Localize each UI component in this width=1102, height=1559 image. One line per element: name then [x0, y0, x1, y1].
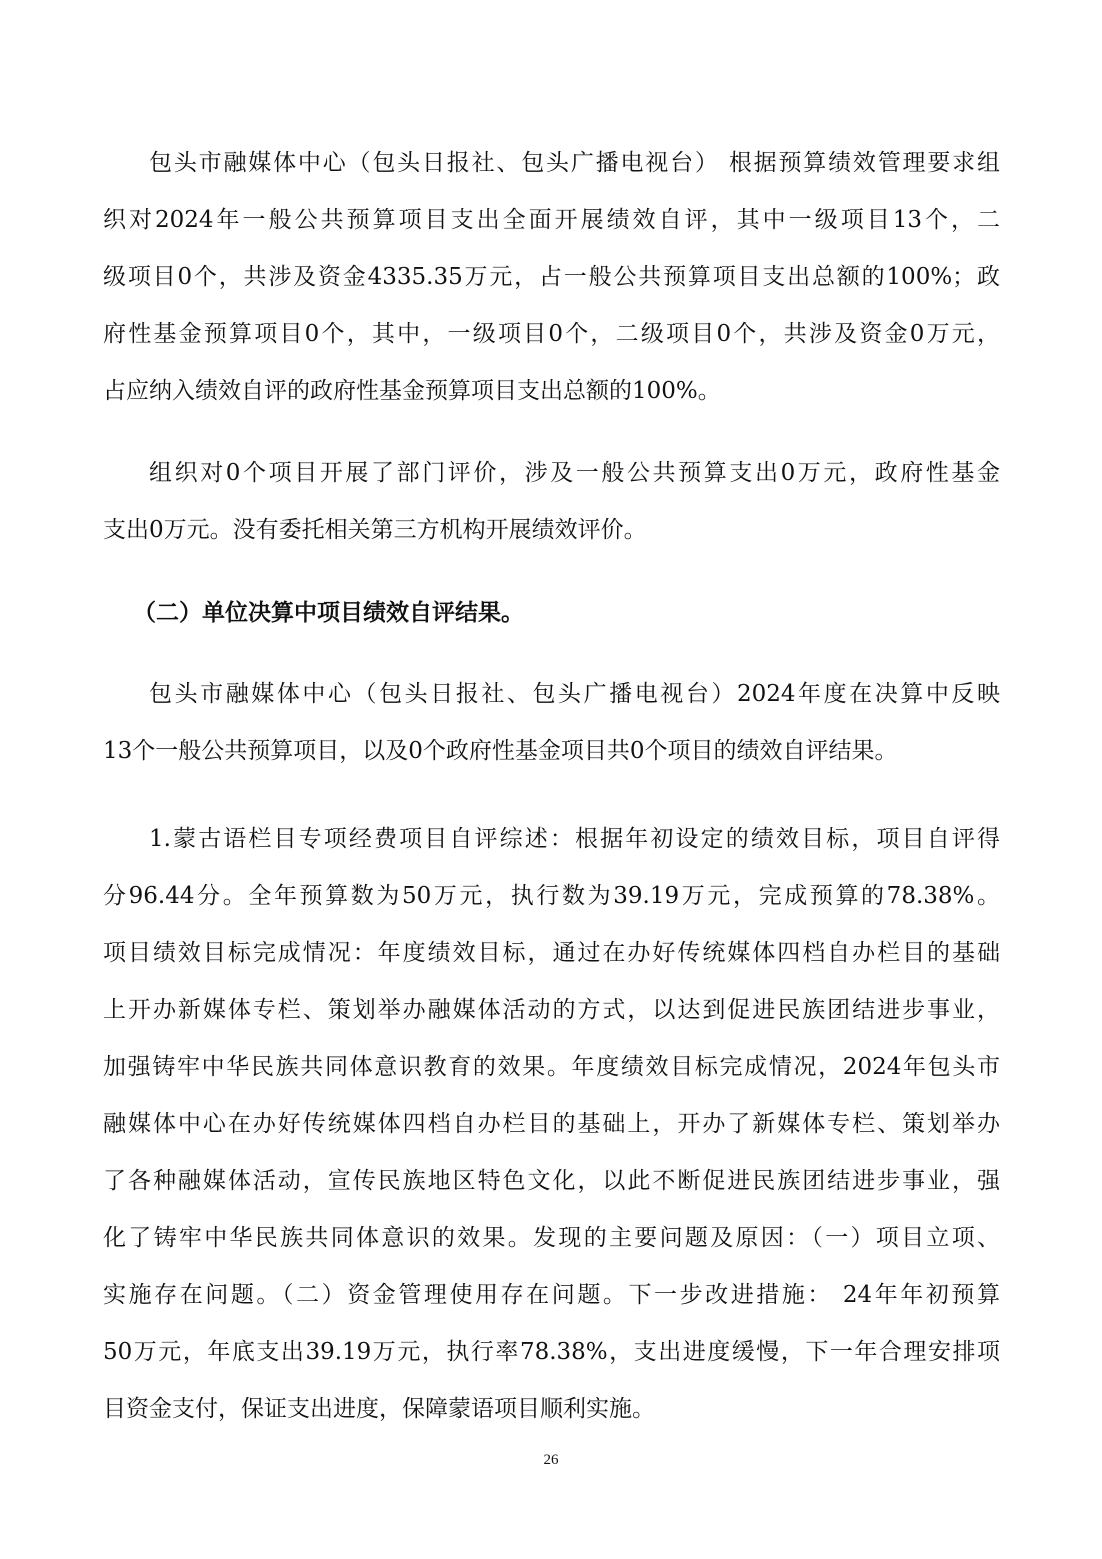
text-line: 化了铸牢中华民族共同体意识的效果。发现的主要问题及原因：（一）项目立项、 [103, 1225, 1000, 1251]
text-line: 目资金支付，保证支出进度，保障蒙语项目顺利实施。 [103, 1396, 655, 1422]
text-line: 支出0万元。没有委托相关第三方机构开展绩效评价。 [103, 517, 647, 543]
paragraph [103, 666, 1000, 780]
text-line: 上开办新媒体专栏、策划举办融媒体活动的方式，以达到促进民族团结进步事业， [103, 997, 1000, 1023]
text-line: 了各种融媒体活动，宣传民族地区特色文化，以此不断促进民族团结进步事业，强 [103, 1168, 1000, 1194]
paragraph [103, 135, 1000, 420]
section-heading [103, 584, 1000, 641]
text-line: 加强铸牢中华民族共同体意识教育的效果。年度绩效目标完成情况，2024年包头市 [103, 1054, 1000, 1080]
paragraph [103, 811, 1000, 1438]
document-body [103, 135, 1000, 1438]
text-line: 府性基金预算项目0个，其中，一级项目0个，二级项目0个，共涉及资金0万元， [103, 321, 1000, 347]
text-line: 包头市融媒体中心（包头日报社、包头广播电视台）2024年度在决算中反映 [149, 681, 1000, 707]
text-line: 分96.44分。全年预算数为50万元，执行数为39.19万元，完成预算的78.38%。 [103, 883, 1000, 909]
text-line: 组织对0个项目开展了部门评价，涉及一般公共预算支出0万元，政府性基金 [149, 460, 1000, 486]
text-line: 项目绩效目标完成情况：年度绩效目标，通过在办好传统媒体四档自办栏目的基础 [103, 940, 1000, 966]
text-line: 1.蒙古语栏目专项经费项目自评综述：根据年初设定的绩效目标，项目自评得 [149, 826, 1000, 852]
text-line: 级项目0个，共涉及资金4335.35万元，占一般公共预算项目支出总额的100%；政 [103, 264, 1000, 290]
text-line: 实施存在问题。（二）资金管理使用存在问题。下一步改进措施： 24年年初预算 [103, 1282, 1000, 1308]
text-line: （二）单位决算中项目绩效自评结果。 [133, 599, 524, 626]
text-line: 织对2024年一般公共预算项目支出全面开展绩效自评，其中一级项目13个，二 [103, 207, 1000, 233]
text-line: 融媒体中心在办好传统媒体四档自办栏目的基础上，开办了新媒体专栏、策划举办 [103, 1111, 1000, 1137]
text-line: 50万元，年底支出39.19万元，执行率78.38%，支出进度缓慢，下一年合理安排项 [103, 1339, 1000, 1365]
page-number: 26 [543, 1452, 559, 1468]
text-line: 包头市融媒体中心（包头日报社、包头广播电视台） 根据预算绩效管理要求组 [149, 150, 1000, 176]
paragraph [103, 445, 1000, 559]
text-line: 占应纳入绩效自评的政府性基金预算项目支出总额的100%。 [103, 378, 721, 404]
text-line: 13个一般公共预算项目，以及0个政府性基金项目共0个项目的绩效自评结果。 [103, 738, 898, 764]
